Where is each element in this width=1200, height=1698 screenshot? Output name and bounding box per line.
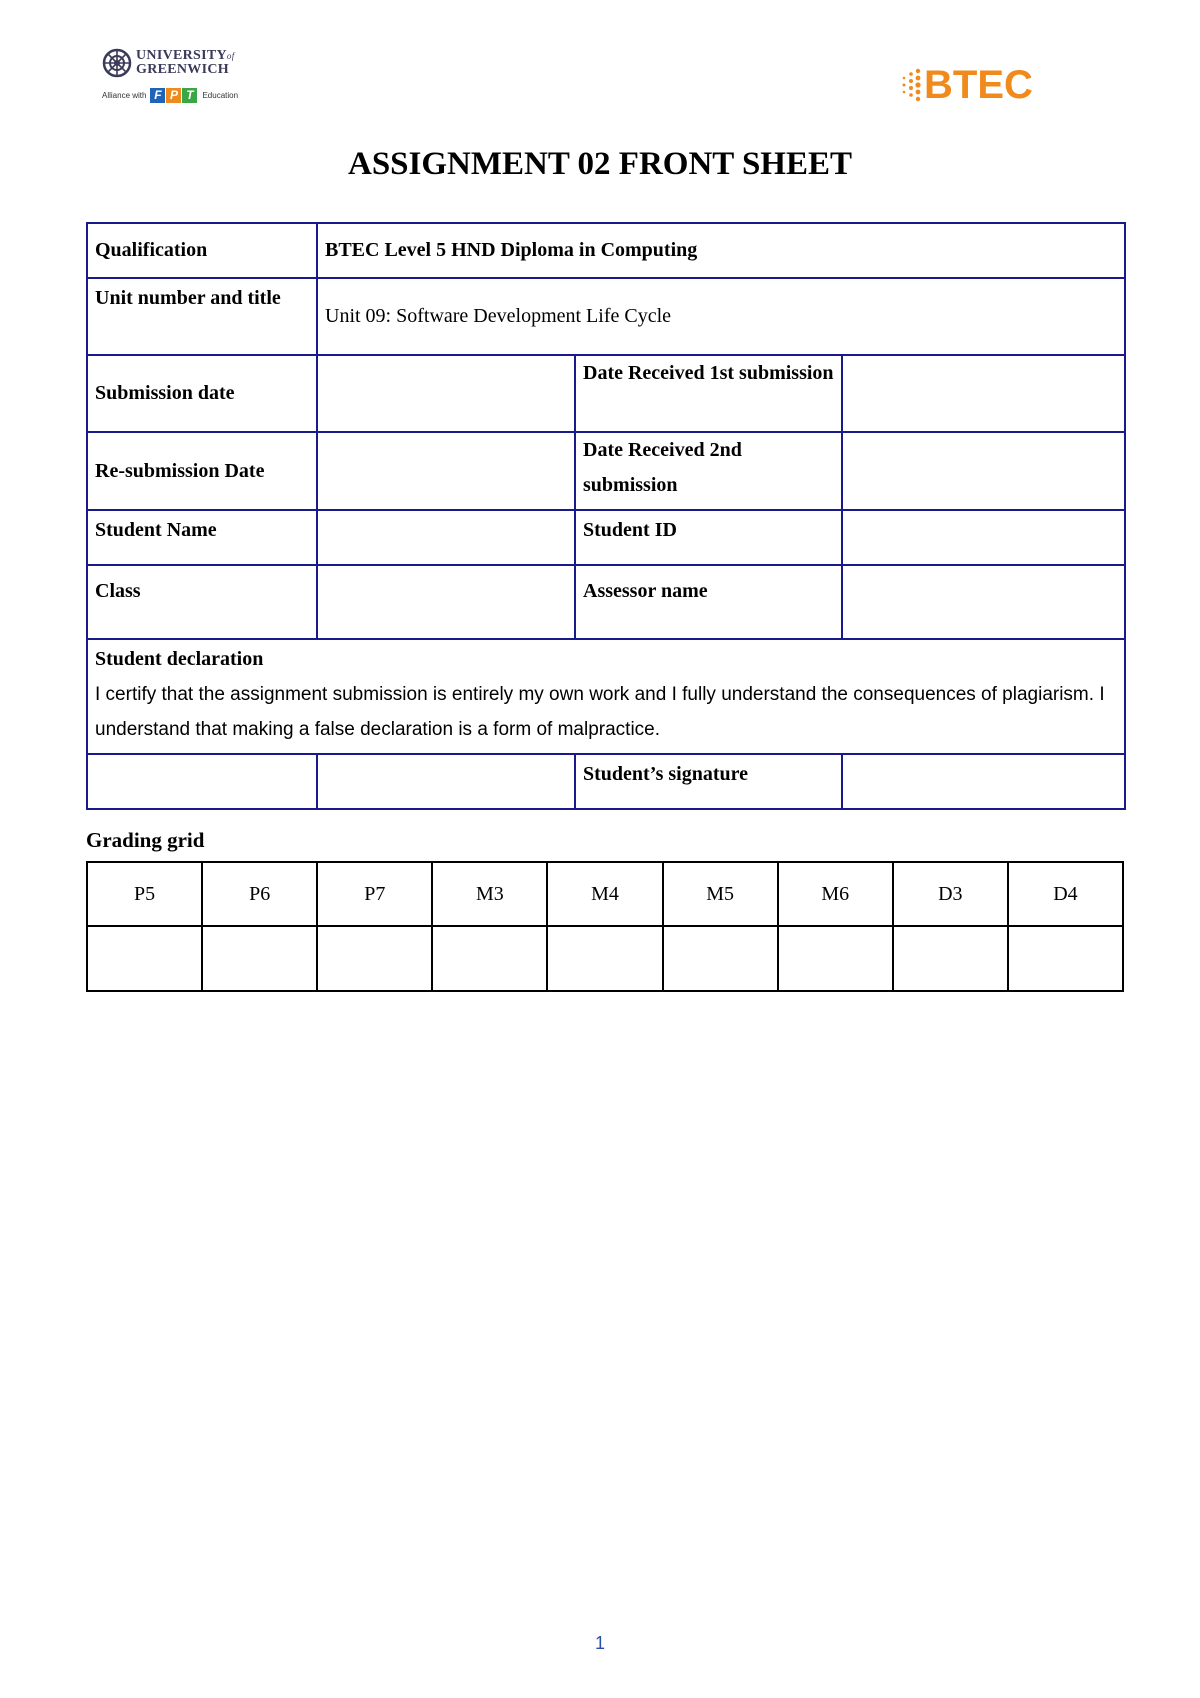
- grading-grid-table: [86, 861, 1124, 992]
- declaration-text: I certify that the assignment submission is entirely my own work and I fully understand the consequences of plagiarism. I understand that making a false declaration is a form of malpractice.: [95, 684, 1105, 740]
- declaration-blank-cell-2: [317, 754, 575, 809]
- btec-dots-icon: [898, 67, 922, 103]
- resubmission-date-label: Re-submission Date: [87, 432, 317, 510]
- page-number: 1: [594, 1633, 605, 1653]
- front-sheet-table: [86, 222, 1126, 810]
- class-label: Class: [87, 565, 317, 639]
- greenwich-of: of: [226, 51, 235, 61]
- date-received-2nd-field[interactable]: [842, 432, 1125, 510]
- page-title: ASSIGNMENT 02 FRONT SHEET: [348, 146, 852, 182]
- student-id-field[interactable]: [842, 510, 1125, 565]
- declaration-blank-cell-1: [87, 754, 317, 809]
- university-of-greenwich-logo: [102, 48, 252, 118]
- grade-cell-m4[interactable]: [547, 926, 662, 991]
- date-received-1st-field[interactable]: [842, 355, 1125, 432]
- university-crest-icon: [102, 48, 132, 78]
- grade-cell-p7[interactable]: [317, 926, 432, 991]
- student-id-label: Student ID: [575, 510, 842, 565]
- resubmission-date-field[interactable]: [317, 432, 575, 510]
- student-signature-field[interactable]: [842, 754, 1125, 809]
- submission-date-field[interactable]: [317, 355, 575, 432]
- fpt-letter-p: P: [166, 88, 181, 103]
- assessor-name-label: Assessor name: [575, 565, 842, 639]
- grade-cell-m6[interactable]: [778, 926, 893, 991]
- grade-cell-m5[interactable]: [663, 926, 778, 991]
- grade-criterion-p7: P7: [317, 862, 432, 926]
- grade-criterion-m6: M6: [778, 862, 893, 926]
- grade-criterion-m3: M3: [432, 862, 547, 926]
- date-received-1st-label: Date Received 1st submission: [575, 355, 842, 432]
- grade-cell-d4[interactable]: [1008, 926, 1123, 991]
- qualification-value: BTEC Level 5 HND Diploma in Computing: [317, 223, 1125, 278]
- grade-cell-m3[interactable]: [432, 926, 547, 991]
- grading-grid-label: Grading grid: [86, 828, 205, 852]
- grade-criterion-m5: M5: [663, 862, 778, 926]
- student-signature-label: Student’s signature: [575, 754, 842, 809]
- grade-cell-d3[interactable]: [893, 926, 1008, 991]
- unit-value: Unit 09: Software Development Life Cycle: [317, 278, 1125, 355]
- grade-criterion-m4: M4: [547, 862, 662, 926]
- grade-cell-p5[interactable]: [87, 926, 202, 991]
- grade-cell-p6[interactable]: [202, 926, 317, 991]
- alliance-with-text: Alliance with: [102, 91, 147, 100]
- btec-logo: [898, 64, 1038, 106]
- education-text: Education: [202, 91, 239, 100]
- fpt-letter-f: F: [150, 88, 165, 103]
- assessor-name-field[interactable]: [842, 565, 1125, 639]
- qualification-label: Qualification: [87, 223, 317, 278]
- student-declaration: [87, 639, 1125, 754]
- grade-criterion-d4: D4: [1008, 862, 1123, 926]
- fpt-logo: [150, 88, 198, 103]
- greenwich-line1: UNIVERSITY: [136, 48, 227, 63]
- declaration-heading: Student declaration: [95, 648, 264, 670]
- btec-logo-text: BTEC: [924, 63, 1033, 107]
- fpt-letter-t: T: [182, 88, 197, 103]
- student-name-field[interactable]: [317, 510, 575, 565]
- date-received-2nd-label: Date Received 2nd submission: [575, 432, 842, 510]
- student-name-label: Student Name: [87, 510, 317, 565]
- grade-criterion-p6: P6: [202, 862, 317, 926]
- submission-date-label: Submission date: [87, 355, 317, 432]
- grade-criterion-p5: P5: [87, 862, 202, 926]
- greenwich-line2: GREENWICH: [136, 62, 229, 77]
- class-field[interactable]: [317, 565, 575, 639]
- unit-label: Unit number and title: [87, 278, 317, 355]
- grade-criterion-d3: D3: [893, 862, 1008, 926]
